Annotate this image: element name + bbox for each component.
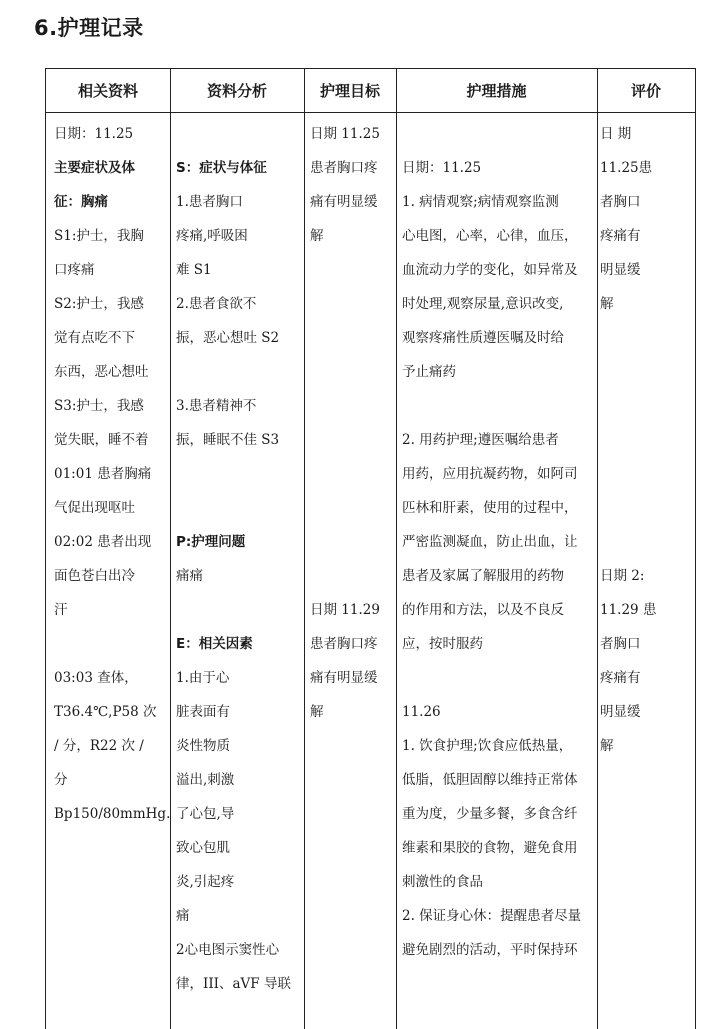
evaluation-line: 解 — [600, 296, 614, 312]
nursing-record-table — [45, 68, 696, 1029]
measure-line: 避免剧烈的活动，平时保持环 — [402, 942, 578, 958]
evaluation-line: 明显缓 — [600, 262, 641, 278]
evaluation-line: 明显缓 — [600, 704, 641, 720]
analysis-line: 炎性物质 — [176, 738, 230, 754]
measure-line: 匹林和肝素，使用的过程中， — [402, 500, 578, 516]
evaluation-line: 者胸口 — [600, 636, 641, 652]
evaluation-line: 解 — [600, 738, 614, 754]
measure-line: 重为度，少量多餐，多食含纤 — [402, 806, 578, 822]
data-line: 面色苍白出冷 — [54, 568, 135, 584]
section-title: 6.护理记录 — [34, 16, 144, 40]
symptom-title: 征：胸痛 — [54, 194, 108, 210]
measure-line: 血流动力学的变化，如异常及 — [402, 262, 578, 278]
measure-line: 1. 病情观察;病情观察监测 — [402, 194, 559, 210]
evaluation-line: 疼痛有 — [600, 670, 641, 686]
goal-line: 患者胸口疼 — [310, 636, 378, 652]
measure-line: 2. 用药护理;遵医嘱给患者 — [402, 432, 559, 448]
col-divider — [170, 69, 171, 1029]
data-line: 口疼痛 — [54, 262, 95, 278]
measure-line: 刺激性的食品 — [402, 874, 483, 890]
analysis-problem-title: P:护理问题 — [176, 534, 246, 550]
data-line: Bp150/80mmHg. — [54, 806, 171, 822]
nursing-measures-cell — [402, 151, 594, 967]
goal-line: 痛有明显缓 — [310, 194, 378, 210]
analysis-line: 1.由于心 — [176, 670, 230, 686]
data-line: S3:护士，我感 — [54, 398, 144, 414]
col-divider — [304, 69, 305, 1029]
header-related-data: 相关资料 — [77, 82, 138, 100]
goal-line: 解 — [310, 228, 324, 244]
header-nursing-measures: 护理措施 — [466, 82, 527, 100]
symptom-title: 主要症状及体 — [54, 160, 135, 176]
analysis-line: 疼痛,呼吸困 — [176, 228, 248, 244]
measure-line: 的作用和方法，以及不良反 — [402, 602, 564, 618]
analysis-line: 难 S1 — [176, 262, 212, 278]
measure-date: 11.26 — [402, 704, 441, 720]
analysis-etiology-title: E：相关因素 — [176, 636, 253, 652]
analysis-line: 致心包肌 — [176, 840, 230, 856]
col-divider — [597, 69, 598, 1029]
data-line: 气促出现呕吐 — [54, 500, 135, 516]
analysis-line: 振，睡眠不佳 S3 — [176, 432, 280, 448]
analysis-line: 1.患者胸口 — [176, 194, 243, 210]
data-line: 觉有点吃不下 — [54, 330, 135, 346]
measure-line: 用药，应用抗凝药物，如阿司 — [402, 466, 578, 482]
measure-line: 时处理,观察尿量,意识改变, — [402, 296, 564, 312]
measure-line: 1. 饮食护理;饮食应低热量， — [402, 738, 573, 754]
analysis-line: 2心电图示窦性心 — [176, 942, 280, 958]
analysis-line: 了心包,导 — [176, 806, 235, 822]
data-line: S1:护士，我胸 — [54, 228, 144, 244]
analysis-line: 3.患者精神不 — [176, 398, 257, 414]
header-nursing-goal: 护理目标 — [319, 82, 380, 100]
goal-line: 痛有明显缓 — [310, 670, 378, 686]
measure-line: 低脂，低胆固醇以维持正常体 — [402, 772, 578, 788]
evaluation-line: 日期 2: — [600, 568, 645, 584]
data-line: S2:护士，我感 — [54, 296, 144, 312]
col-divider — [695, 69, 696, 1029]
analysis-line: 溢出,刺激 — [176, 772, 235, 788]
evaluation-line: 日 期 — [600, 126, 632, 142]
measure-line: 观察疼痛性质遵医嘱及时给 — [402, 330, 564, 346]
goal-line: 日期 11.29 — [310, 602, 380, 618]
nursing-goal-cell — [310, 117, 394, 729]
evaluation-cell — [600, 117, 690, 763]
analysis-line: 2.患者食欲不 — [176, 296, 257, 312]
data-line: 觉失眠，睡不着 — [54, 432, 149, 448]
measure-line: 心电图，心率，心律，血压， — [402, 228, 578, 244]
measure-line: 应，按时服药 — [402, 636, 483, 652]
data-analysis-cell — [176, 151, 304, 1001]
evaluation-line: 疼痛有 — [600, 228, 641, 244]
analysis-line: 痛痛 — [176, 568, 203, 584]
measure-line: 2. 保证身心休：提醒患者尽量 — [402, 908, 582, 924]
header-data-analysis: 资料分析 — [206, 82, 267, 100]
measure-line: 严密监测凝血，防止出血，让 — [402, 534, 578, 550]
analysis-line: 痛 — [176, 908, 190, 924]
data-line: 02:02 患者出现 — [54, 534, 152, 550]
goal-line: 解 — [310, 704, 324, 720]
measure-line: 维素和果胶的食物，避免食用 — [402, 840, 578, 856]
data-line: 东西，恶心想吐 — [54, 364, 149, 380]
data-line: 01:01 患者胸痛 — [54, 466, 152, 482]
analysis-line: 炎,引起疼 — [176, 874, 235, 890]
col-divider — [396, 69, 397, 1029]
header-evaluation: 评价 — [630, 82, 661, 100]
related-data-cell — [54, 117, 171, 831]
data-line: 03:03 查体， — [54, 670, 138, 686]
analysis-line: 脏表面有 — [176, 704, 230, 720]
data-line: 汗 — [54, 602, 68, 618]
analysis-subjective-title: S：症状与体征 — [176, 160, 267, 176]
measure-line: 予止痛药 — [402, 364, 456, 380]
analysis-line: 律，III、aVF 导联 — [176, 976, 291, 992]
goal-line: 患者胸口疼 — [310, 160, 378, 176]
header-divider — [46, 112, 696, 113]
record-date: 日期：11.25 — [54, 126, 134, 142]
measure-date: 日期：11.25 — [402, 160, 482, 176]
data-line: 分 — [54, 772, 68, 788]
goal-line: 日期 11.25 — [310, 126, 380, 142]
measure-line: 患者及家属了解服用的药物 — [402, 568, 564, 584]
data-line: / 分，R22 次 / — [54, 738, 144, 754]
evaluation-line: 11.29 患 — [600, 602, 657, 618]
data-line: T36.4℃,P58 次 — [54, 704, 157, 720]
evaluation-line: 者胸口 — [600, 194, 641, 210]
evaluation-line: 11.25患 — [600, 160, 653, 176]
analysis-line: 振，恶心想吐 S2 — [176, 330, 280, 346]
